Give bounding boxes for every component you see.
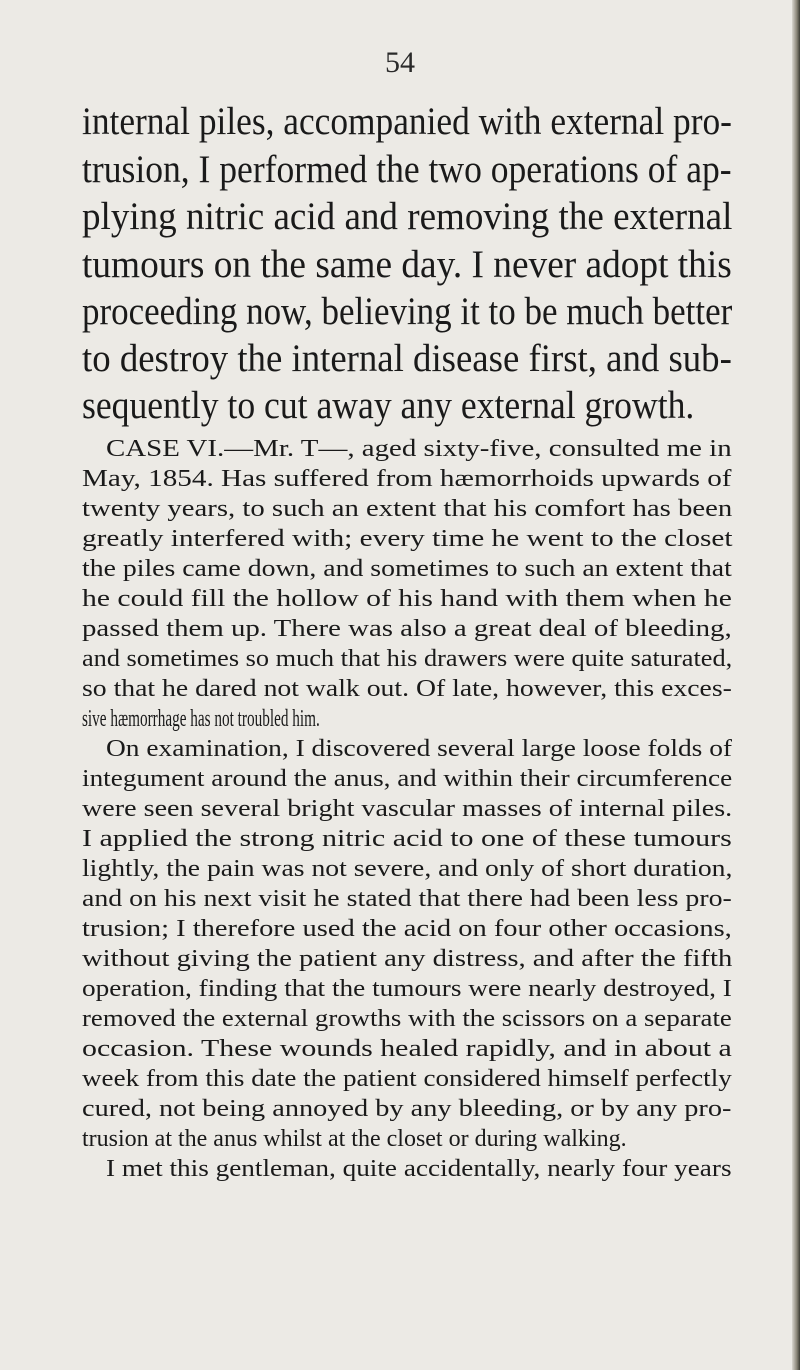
text-line: and sometimes so much that his drawers were quite saturated, (82, 646, 733, 672)
page-number: 54 (385, 46, 415, 79)
text-line: cured, not being annoyed by any bleeding, or by any pro- (82, 1096, 732, 1122)
text-line: passed them up. There was also a great deal of bleeding, (82, 616, 732, 642)
text-line: proceeding now, believing it to be much better (82, 290, 733, 333)
text-line: removed the external growths with the scissors on a separate (82, 1006, 732, 1032)
text-line: were seen several bright vascular masses of internal piles. (82, 796, 733, 822)
case-heading-line: CASE VI.—Mr. T—, aged sixty-five, consulted me in (106, 436, 732, 462)
text-line: without giving the patient any distress, and after the fifth (82, 946, 733, 972)
text-line: sive hæmorrhage has not troubled him. (82, 706, 320, 732)
text-line: trusion; I therefore used the acid on four other occasions, (82, 916, 732, 942)
text-line: and on his next visit he stated that there had been less pro- (82, 886, 732, 912)
text-line: trusion, I performed the two operations of ap- (82, 148, 732, 191)
text-line: sequently to cut away any external growth. (82, 384, 695, 427)
text-line: the piles came down, and sometimes to such an extent that (82, 556, 732, 582)
paragraph-start-line: On examination, I discovered several large loose folds of (106, 736, 733, 762)
text-line: May, 1854. Has suffered from hæmorrhoids upwards of (82, 466, 732, 492)
text-line: occasion. These wounds healed rapidly, and in about a (82, 1036, 732, 1062)
text-line: greatly interfered with; every time he went to the closet (82, 526, 733, 552)
text-line: tumours on the same day. I never adopt this (82, 243, 732, 286)
text-line: so that he dared not walk out. Of late, however, this exces- (82, 676, 732, 702)
paragraph-start-line: I met this gentleman, quite accidentally, nearly four years (106, 1156, 732, 1182)
text-line: he could fill the hollow of his hand with them when he (82, 586, 732, 612)
text-line: internal piles, accompanied with external pro- (82, 100, 732, 143)
text-line: integument around the anus, and within their circumference (82, 766, 733, 792)
text-line: operation, finding that the tumours were nearly destroyed, I (82, 976, 732, 1002)
text-line: lightly, the pain was not severe, and only of short duration, (82, 856, 733, 882)
text-line: to destroy the internal disease first, and sub- (82, 337, 732, 380)
text-line: trusion at the anus whilst at the closet or during walking. (82, 1126, 627, 1152)
text-line: week from this date the patient considered himself perfectly (82, 1066, 732, 1092)
text-line: plying nitric acid and removing the external (82, 195, 733, 238)
text-line: I applied the strong nitric acid to one of these tumours (82, 826, 732, 852)
page-edge (792, 0, 800, 1370)
text-line: twenty years, to such an extent that his comfort has been (82, 496, 733, 522)
